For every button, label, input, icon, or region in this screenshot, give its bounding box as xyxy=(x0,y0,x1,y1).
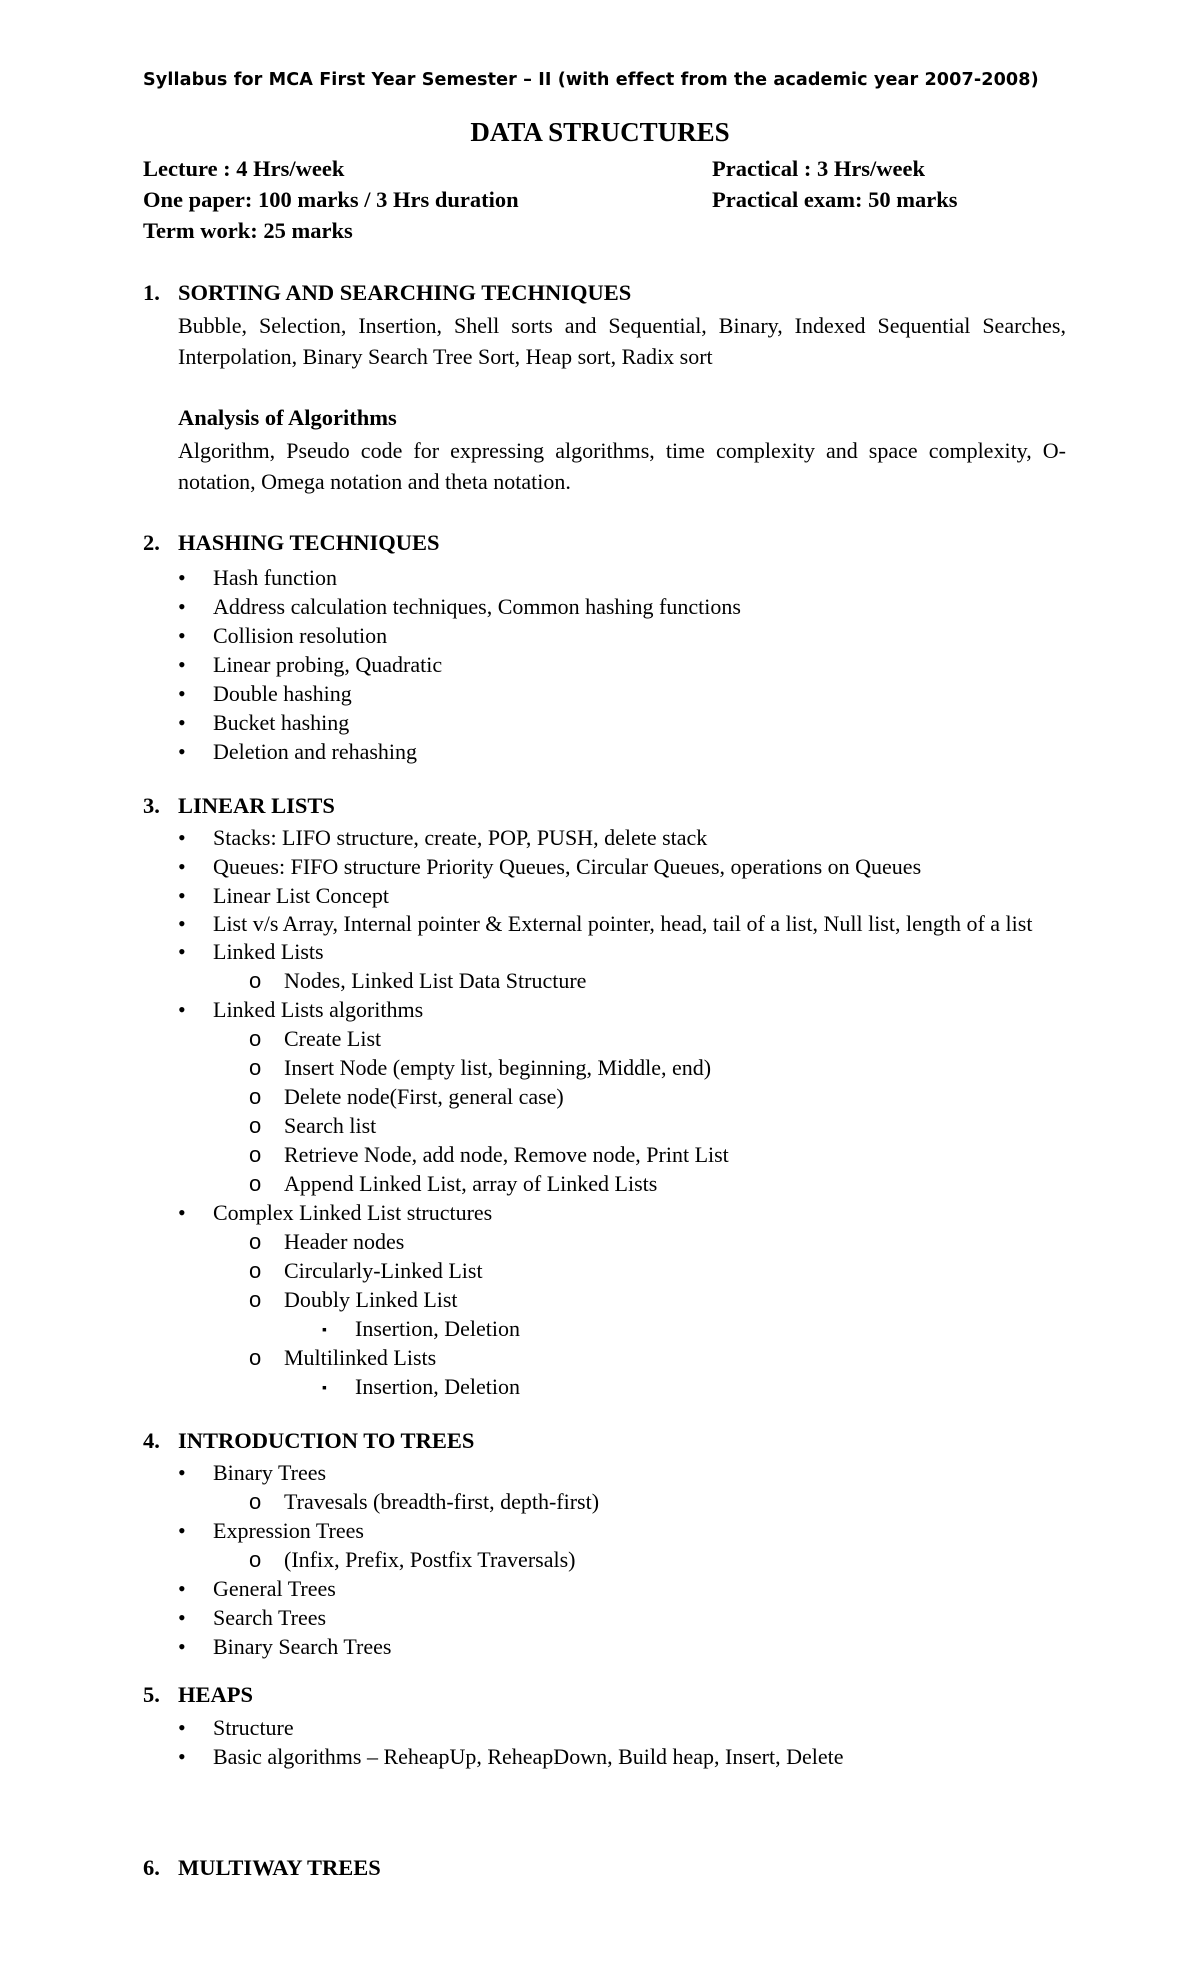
list-subitem xyxy=(0,966,1200,995)
list-item-text: Binary Trees xyxy=(213,1460,327,1485)
document-title: DATA STRUCTURES xyxy=(470,117,730,147)
list-item-text: Retrieve Node, add node, Remove node, Print List xyxy=(284,1142,729,1167)
practical-exam-marks: Practical exam: 50 marks xyxy=(712,187,958,212)
list-subitem xyxy=(0,1545,1200,1574)
bullet-marker: • xyxy=(178,1605,186,1630)
bullet-marker: • xyxy=(178,1634,186,1659)
list-item xyxy=(0,650,1200,679)
list-subitem xyxy=(0,1285,1200,1314)
circle-marker: o xyxy=(249,1055,262,1080)
list-item xyxy=(0,881,1200,910)
practical-hours: Practical : 3 Hrs/week xyxy=(712,156,926,181)
term-work-marks: Term work: 25 marks xyxy=(143,218,353,243)
circle-marker: o xyxy=(249,1547,262,1572)
list-item xyxy=(0,1198,1200,1227)
section-paragraph: Algorithm, Pseudo code for expressing algorithms, time complexity and space complexity, O-notation, Omega notation and theta notation. xyxy=(178,438,1066,494)
section-title: HEAPS xyxy=(178,1682,254,1707)
subsection-title: Analysis of Algorithms xyxy=(178,405,397,430)
list-subitem xyxy=(0,1111,1200,1140)
list-item xyxy=(0,1458,1200,1487)
paper-marks: One paper: 100 marks / 3 Hrs duration xyxy=(143,187,519,212)
list-item-text: Queues: FIFO structure Priority Queues, Circular Queues, operations on Queues xyxy=(213,854,922,879)
list-item-text: Linear probing, Quadratic xyxy=(213,652,443,677)
list-item-text: List v/s Array, Internal pointer & External pointer, head, tail of a list, Null list, length of a list xyxy=(213,911,1033,936)
bullet-marker: • xyxy=(178,681,186,706)
list-subitem xyxy=(0,1343,1200,1372)
list-item-text: Insertion, Deletion xyxy=(355,1316,520,1341)
section-number: 6. xyxy=(143,1855,160,1880)
section-heading xyxy=(143,530,440,556)
list-item xyxy=(0,852,1200,881)
bullet-marker: • xyxy=(178,997,186,1022)
square-marker: ▪ xyxy=(322,1323,327,1338)
list-item-text: Deletion and rehashing xyxy=(213,739,418,764)
list-subitem xyxy=(0,1024,1200,1053)
list-item-text: Insertion, Deletion xyxy=(355,1374,520,1399)
bullet-marker: • xyxy=(178,565,186,590)
list-item-text: Collision resolution xyxy=(213,623,388,648)
list-item xyxy=(0,1713,1200,1742)
section-title: SORTING AND SEARCHING TECHNIQUES xyxy=(178,280,632,305)
list-item xyxy=(0,563,1200,592)
bullet-marker: • xyxy=(178,854,186,879)
list-item-text: Bucket hashing xyxy=(213,710,350,735)
circle-marker: o xyxy=(249,968,262,993)
bullet-marker: • xyxy=(178,825,186,850)
bullet-marker: • xyxy=(178,911,186,936)
list-item xyxy=(0,679,1200,708)
list-subsubitem xyxy=(0,1372,1200,1401)
list-item-text: Travesals (breadth-first, depth-first) xyxy=(284,1489,600,1514)
list-item-text: Structure xyxy=(213,1715,294,1740)
bullet-marker: • xyxy=(178,1715,186,1740)
bullet-marker: • xyxy=(178,652,186,677)
circle-marker: o xyxy=(249,1084,262,1109)
list-item-text: Search Trees xyxy=(213,1605,327,1630)
list-item-text: Multilinked Lists xyxy=(284,1345,437,1370)
list-subitem xyxy=(0,1227,1200,1256)
list-item-text: Basic algorithms – ReheapUp, ReheapDown, Build heap, Insert, Delete xyxy=(213,1744,844,1769)
circle-marker: o xyxy=(249,1171,262,1196)
list-item-text: Hash function xyxy=(213,565,338,590)
list-item-text: Binary Search Trees xyxy=(213,1634,392,1659)
list-item xyxy=(0,621,1200,650)
list-item-text: Stacks: LIFO structure, create, POP, PUSH, delete stack xyxy=(213,825,708,850)
list-item-text: Header nodes xyxy=(284,1229,405,1254)
bullet-marker: • xyxy=(178,1460,186,1485)
list-item-text: Linked Lists algorithms xyxy=(213,997,424,1022)
list-item xyxy=(0,592,1200,621)
list-subsubitem xyxy=(0,1314,1200,1343)
topic-list xyxy=(0,563,1200,766)
list-item-text: Linked Lists xyxy=(213,939,324,964)
list-subitem xyxy=(0,1169,1200,1198)
list-item-text: Nodes, Linked List Data Structure xyxy=(284,968,587,993)
section-title: LINEAR LISTS xyxy=(178,793,335,818)
section-title: INTRODUCTION TO TREES xyxy=(178,1428,475,1453)
list-item-text: Search list xyxy=(284,1113,377,1138)
list-item-text: General Trees xyxy=(213,1576,336,1601)
list-item-text: Double hashing xyxy=(213,681,352,706)
page-header: Syllabus for MCA First Year Semester – II (with effect from the academic year 2007-2008) xyxy=(143,70,1039,90)
list-item xyxy=(0,1742,1200,1771)
list-item-text: Create List xyxy=(284,1026,382,1051)
list-item xyxy=(0,1516,1200,1545)
lecture-hours: Lecture : 4 Hrs/week xyxy=(143,156,345,181)
list-item xyxy=(0,937,1200,966)
section-number: 4. xyxy=(143,1428,160,1453)
list-item-text: Doubly Linked List xyxy=(284,1287,458,1312)
bullet-marker: • xyxy=(178,710,186,735)
square-marker: ▪ xyxy=(322,1381,327,1396)
list-item xyxy=(0,995,1200,1024)
section-heading xyxy=(143,1855,381,1881)
bullet-marker: • xyxy=(178,1518,186,1543)
section-heading xyxy=(143,1428,474,1454)
section-title: MULTIWAY TREES xyxy=(178,1855,381,1880)
bullet-marker: • xyxy=(178,739,186,764)
bullet-marker: • xyxy=(178,939,186,964)
bullet-marker: • xyxy=(178,883,186,908)
circle-marker: o xyxy=(249,1142,262,1167)
section-heading xyxy=(143,1682,253,1708)
bullet-marker: • xyxy=(178,1744,186,1769)
list-item-text: (Infix, Prefix, Postfix Traversals) xyxy=(284,1547,576,1572)
section-title: HASHING TECHNIQUES xyxy=(178,530,440,555)
circle-marker: o xyxy=(249,1287,262,1312)
section-number: 2. xyxy=(143,530,160,555)
section-heading xyxy=(143,280,631,306)
list-item xyxy=(0,910,1200,937)
circle-marker: o xyxy=(249,1026,262,1051)
bullet-marker: • xyxy=(178,594,186,619)
topic-list xyxy=(0,1458,1200,1661)
list-item-text: Complex Linked List structures xyxy=(213,1200,493,1225)
topic-list xyxy=(0,1713,1200,1771)
bullet-marker: • xyxy=(178,1200,186,1225)
list-item xyxy=(0,1574,1200,1603)
list-item-text: Linear List Concept xyxy=(213,883,389,908)
circle-marker: o xyxy=(249,1229,262,1254)
list-item xyxy=(0,708,1200,737)
topic-list xyxy=(0,823,1200,1401)
list-item-text: Expression Trees xyxy=(213,1518,364,1543)
list-item xyxy=(0,823,1200,852)
list-item-text: Delete node(First, general case) xyxy=(284,1084,564,1109)
bullet-marker: • xyxy=(178,623,186,648)
list-item xyxy=(0,1632,1200,1661)
circle-marker: o xyxy=(249,1489,262,1514)
section-number: 3. xyxy=(143,793,160,818)
list-subitem xyxy=(0,1053,1200,1082)
section-paragraph: Bubble, Selection, Insertion, Shell sorts and Sequential, Binary, Indexed Sequential Searches, Interpolation, Binary Search Tree Sort, Heap sort, Radix sort xyxy=(178,313,1066,369)
list-item xyxy=(0,1603,1200,1632)
list-item-text: Address calculation techniques, Common hashing functions xyxy=(213,594,741,619)
list-item-text: Append Linked List, array of Linked Lists xyxy=(284,1171,658,1196)
section-number: 5. xyxy=(143,1682,160,1707)
list-subitem xyxy=(0,1487,1200,1516)
circle-marker: o xyxy=(249,1345,262,1370)
list-item-text: Insert Node (empty list, beginning, Middle, end) xyxy=(284,1055,712,1080)
section-heading xyxy=(143,793,335,819)
section-number: 1. xyxy=(143,280,160,305)
circle-marker: o xyxy=(249,1258,262,1283)
list-subitem xyxy=(0,1140,1200,1169)
list-subitem xyxy=(0,1256,1200,1285)
list-item xyxy=(0,737,1200,766)
circle-marker: o xyxy=(249,1113,262,1138)
bullet-marker: • xyxy=(178,1576,186,1601)
list-item-text: Circularly-Linked List xyxy=(284,1258,483,1283)
list-subitem xyxy=(0,1082,1200,1111)
